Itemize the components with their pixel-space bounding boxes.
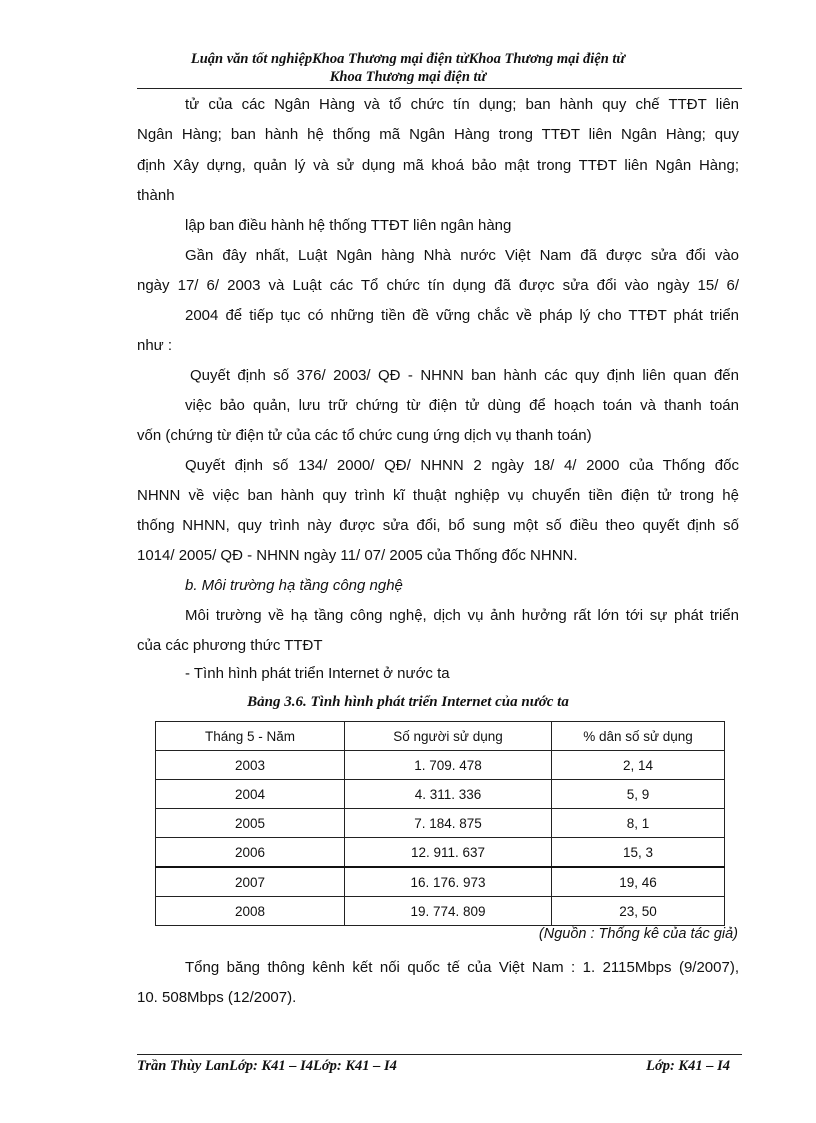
body-line-4: thành (137, 187, 175, 204)
table-cell: 19. 774. 809 (345, 897, 552, 926)
body-line-21: Tổng băng thông kênh kết nối quốc tế của Việt Nam : 1. 2115Mbps (9/2007), (185, 959, 739, 976)
footer-right: Lớp: K41 – I4 (646, 1058, 730, 1074)
table-header-cell: % dân số sử dụng (552, 722, 725, 751)
body-line-22: 10. 508Mbps (12/2007). (137, 989, 297, 1006)
table-cell: 12. 911. 637 (345, 838, 552, 868)
table-cell: 19, 46 (552, 867, 725, 897)
body-line-14: NHNN về việc ban hành quy trình kĩ thuật nghiệp vụ chuyển tiền điện tử trong hệ (137, 487, 739, 504)
table-cell: 2003 (156, 751, 345, 780)
table-cell: 2005 (156, 809, 345, 838)
body-line-15: thống NHNN, quy trình này được sửa đổi, bổ sung một số điều theo quyết định số (137, 517, 739, 534)
body-line-13: Quyết định số 134/ 2000/ QĐ/ NHNN 2 ngày 18/ 4/ 2000 của Thống đốc (185, 457, 739, 474)
body-line-2: Ngân Hàng; ban hành hệ thống mã Ngân Hàng trong TTĐT liên Ngân Hàng; quy (137, 126, 739, 143)
table-cell: 7. 184. 875 (345, 809, 552, 838)
body-line-9: như : (137, 337, 173, 354)
table-cell: 2007 (156, 867, 345, 897)
table-cell: 5, 9 (552, 780, 725, 809)
table-cell: 2, 14 (552, 751, 725, 780)
page-header (0, 50, 816, 86)
table-row (156, 780, 725, 809)
body-line-19: của các phương thức TTĐT (137, 637, 323, 654)
table-caption: Bảng 3.6. Tình hình phát triển Internet của nước ta (247, 694, 569, 710)
body-line-8: 2004 để tiếp tục có những tiền đề vững chắc về pháp lý cho TTĐT phát triển (185, 307, 739, 324)
table-cell: 8, 1 (552, 809, 725, 838)
table-cell: 2004 (156, 780, 345, 809)
table-header-row (156, 722, 725, 751)
body-line-10: Quyết định số 376/ 2003/ QĐ - NHNN ban hành các quy định liên quan đến (190, 367, 739, 384)
footer-left: Trần Thùy LanLớp: K41 – I4Lớp: K41 – I4 (137, 1058, 397, 1074)
table-row (156, 809, 725, 838)
table-cell: 16. 176. 973 (345, 867, 552, 897)
table-cell: 4. 311. 336 (345, 780, 552, 809)
header-line-1: Luận văn tốt nghiệpKhoa Thương mại điện tửKhoa Thương mại điện tử (190, 51, 626, 67)
body-line-12: vốn (chứng từ điện tử của các tổ chức cung ứng dịch vụ thanh toán) (137, 427, 592, 444)
footer-rule (137, 1054, 742, 1055)
body-line-6: Gần đây nhất, Luật Ngân hàng Nhà nước Việt Nam đã được sửa đổi vào (185, 247, 739, 264)
body-line-7: ngày 17/ 6/ 2003 và Luật các Tổ chức tín dụng đã được sửa đổi vào ngày 15/ 6/ (137, 277, 739, 294)
table-cell: 2006 (156, 838, 345, 868)
table-row (156, 838, 725, 868)
internet-table (155, 721, 725, 926)
body-line-3: định Xây dựng, quản lý và sử dụng mã khoá bảo mật trong TTĐT liên Ngân Hàng; (137, 157, 739, 174)
table-row (156, 897, 725, 926)
table-source: (Nguồn : Thống kê của tác giả) (538, 926, 738, 942)
section-heading: b. Môi trường hạ tầng công nghệ (185, 577, 403, 594)
table-row (156, 751, 725, 780)
table-cell: 23, 50 (552, 897, 725, 926)
body-line-18: Môi trường về hạ tầng công nghệ, dịch vụ ảnh hưởng rất lớn tới sự phát triển (185, 607, 739, 624)
header-line-2: Khoa Thương mại điện tử (329, 69, 487, 85)
table-row (156, 867, 725, 897)
body-line-5: lập ban điều hành hệ thống TTĐT liên ngân hàng (185, 217, 512, 234)
body-line-16: 1014/ 2005/ QĐ - NHNN ngày 11/ 07/ 2005 của Thống đốc NHNN. (137, 547, 578, 564)
table-cell: 1. 709. 478 (345, 751, 552, 780)
body-line-20: - Tình hình phát triển Internet ở nước ta (185, 665, 450, 682)
table-cell: 15, 3 (552, 838, 725, 868)
table-cell: 2008 (156, 897, 345, 926)
table-header-cell: Số người sử dụng (345, 722, 552, 751)
table-header-cell: Tháng 5 - Năm (156, 722, 345, 751)
body-line-1: tử của các Ngân Hàng và tổ chức tín dụng; ban hành quy chế TTĐT liên (185, 96, 739, 113)
body-line-11: việc bảo quản, lưu trữ chứng từ điện tử dùng để hoạch toán và thanh toán (185, 397, 739, 414)
header-rule (137, 88, 742, 89)
